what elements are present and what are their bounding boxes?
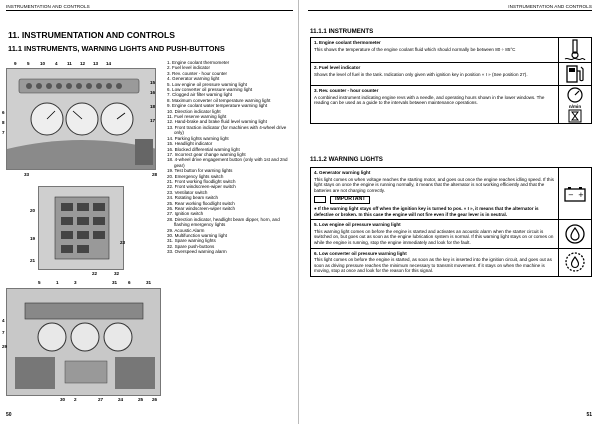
legend-list bbox=[167, 60, 295, 255]
callout-16: 16 bbox=[150, 90, 156, 95]
converter-oil-icon bbox=[564, 251, 586, 273]
important-bullet: If the warning light stays off when the ignition key is turned to pos. « I », it means that the alternator is defective or broken. In this case the engine will not fire even if the gear lever is in neutral. bbox=[314, 205, 539, 217]
instrument-row bbox=[311, 86, 591, 123]
warning-text: This warning light comes on before the engine is started and activates an acoustic alarm when the starter circuit is switched on, but goes out as soon as the engine lubrication system is normal. If this warning light stays on or comes on while the engine is running, stop the engine immediately and look for the fault. bbox=[314, 228, 554, 245]
legend-item: 13. Front traction indicator (for machines with 4-wheel drive only) bbox=[167, 124, 287, 136]
callout-17: 17 bbox=[150, 118, 156, 123]
callout-23: 23 bbox=[120, 240, 126, 245]
warning-lights-table bbox=[310, 167, 592, 277]
warning-row bbox=[311, 249, 591, 276]
legend-item: 6. Low converter oil pressure warning light bbox=[167, 87, 253, 93]
running-header: INSTRUMENTATION AND CONTROLS bbox=[6, 4, 90, 9]
instrument-title: 3. Rev. counter - hour counter bbox=[314, 88, 379, 93]
page-number: 51 bbox=[586, 412, 592, 418]
warning-row bbox=[311, 220, 591, 248]
legend-item: 30. Multifunction warning light bbox=[167, 233, 227, 238]
callout-6b: 6 bbox=[128, 280, 131, 285]
callout-15: 15 bbox=[150, 80, 156, 85]
callout-3: 3 bbox=[74, 280, 77, 285]
legend-item: 3. Rev. counter - hour counter bbox=[167, 70, 228, 76]
legend-item: 28. Direction indicator, headlight beam dipper, horn, and flashing emergency lights bbox=[167, 216, 280, 228]
callout-28: 28 bbox=[152, 172, 158, 177]
callout-27: 27 bbox=[98, 397, 104, 402]
callout-5b: 5 bbox=[38, 280, 41, 285]
callout-11: 11 bbox=[67, 61, 72, 66]
rpm-label: n/min bbox=[568, 104, 582, 109]
legend-item: 12. Hand-brake and brake fluid level warning light bbox=[167, 119, 267, 125]
switch-panel-illustration bbox=[38, 186, 124, 270]
dashboard-illustration bbox=[6, 68, 156, 170]
legend-item: 25. Rear working floodlight switch bbox=[167, 200, 235, 206]
warning-text: This light comes on before the engine is started, as soon as the key is inserted into the ignition circuit, and goes out as soon as driving pressure reaches the minimum necessary to transmit movement. If it stays on when the machine is moving, stop at once and look for the reason for this signal. bbox=[314, 257, 552, 274]
legend-item: 7. Clogged air filter warning light bbox=[167, 92, 232, 98]
legend-item: 17. Incorrect gear change warning light bbox=[167, 151, 246, 157]
header-rule bbox=[308, 10, 592, 11]
warning-title: 4. Generator warning light bbox=[314, 170, 371, 175]
callout-1: 1 bbox=[56, 280, 59, 285]
callout-29: 29 bbox=[2, 344, 8, 349]
switch-panel-drawing bbox=[39, 187, 124, 270]
legend-item: 10. Direction indicator light bbox=[167, 108, 221, 114]
legend-item: 23. Ventilator switch bbox=[167, 189, 208, 195]
callout-22: 22 bbox=[92, 271, 98, 276]
legend-item: 19. Test button for warning lights bbox=[167, 168, 233, 174]
warning-title: 6. Low converter oil pressure warning light bbox=[314, 250, 407, 256]
instrument-text: A combined instrument indicating engine revs with a needle, and operating hours shown in the lower windows. The reading can be used as a guide to the intervals between maintenance operations. bbox=[314, 94, 545, 106]
instrument-text: This shows the temperature of the engine coolant fluid which should normally be between 80 ÷ 85°C bbox=[314, 46, 516, 52]
callout-26: 26 bbox=[152, 397, 158, 402]
callout-30: 30 bbox=[60, 397, 66, 402]
legend-item: 33. Overspeed warning alarm bbox=[167, 249, 227, 255]
instruments-table bbox=[310, 37, 592, 124]
chapter-title: 11. INSTRUMENTATION AND CONTROLS bbox=[8, 30, 175, 40]
book-icon bbox=[314, 196, 326, 203]
callout-9: 9 bbox=[14, 61, 17, 66]
legend-item: 20. Emergency lights switch bbox=[167, 173, 224, 179]
callout-8: 8 bbox=[2, 120, 5, 125]
callout-32: 32 bbox=[114, 271, 120, 276]
instrument-row bbox=[311, 63, 591, 86]
svg-text:−: − bbox=[568, 190, 574, 199]
legend-item: 22. Front windscreen-wiper switch bbox=[167, 184, 236, 190]
callout-4b: 4 bbox=[2, 318, 5, 323]
callout-7b: 7 bbox=[2, 330, 5, 335]
callout-18: 18 bbox=[150, 104, 156, 109]
legend-item: 15. Headlight indicator bbox=[167, 141, 213, 147]
important-label: IMPORTANT bbox=[330, 196, 370, 204]
dashboard-drawing bbox=[7, 69, 156, 170]
callout-2: 2 bbox=[74, 397, 77, 402]
callout-13: 13 bbox=[93, 61, 99, 66]
callout-31b: 31 bbox=[146, 280, 152, 285]
section-title: 11.1 INSTRUMENTS, WARNING LIGHTS AND PUSH-BUTTONS bbox=[8, 44, 225, 53]
instrument-title: 1. Engine coolant thermometer bbox=[314, 40, 381, 45]
callout-31a: 31 bbox=[112, 280, 118, 285]
section-warning-lights-title: 11.1.2 WARNING LIGHTS bbox=[310, 156, 383, 163]
legend-item: 18. 4-wheel drive engagement button (only with 1st and 2nd gear) bbox=[167, 157, 288, 168]
callout-19: 19 bbox=[30, 236, 36, 241]
svg-text:+: + bbox=[578, 190, 584, 199]
callout-7: 7 bbox=[2, 130, 5, 135]
callout-25: 25 bbox=[138, 397, 144, 402]
callout-21: 21 bbox=[30, 258, 36, 263]
full-dashboard-drawing bbox=[7, 289, 161, 396]
legend-item: 4. Generator warning light bbox=[167, 76, 220, 82]
callout-12: 12 bbox=[80, 61, 86, 66]
legend-item: 29. Acoustic Alarm bbox=[167, 227, 205, 233]
header-rule bbox=[6, 10, 293, 11]
legend-item: 11. Fuel reserve warning light bbox=[167, 114, 227, 120]
legend-item: 32. Spare push-buttons bbox=[167, 243, 215, 249]
fuel-pump-icon bbox=[564, 63, 586, 85]
legend-item: 1. Engine coolant thermometer bbox=[167, 60, 230, 65]
oil-pressure-icon bbox=[564, 223, 586, 245]
legend-item: 26. Rear windscreen-wiper switch bbox=[167, 205, 235, 211]
callout-6: 6 bbox=[2, 110, 5, 115]
hourglass-icon bbox=[568, 109, 582, 123]
callout-10: 10 bbox=[40, 61, 46, 66]
callout-5: 5 bbox=[27, 61, 30, 66]
instrument-title: 2. Fuel level indicator bbox=[314, 65, 361, 70]
section-instruments-title: 11.1.1 INSTRUMENTS bbox=[310, 28, 374, 35]
callout-24: 24 bbox=[118, 397, 124, 402]
thermometer-icon bbox=[563, 38, 587, 62]
instrument-row bbox=[311, 38, 591, 63]
legend-item: 9. Engine coolant water temperature warning light bbox=[167, 103, 268, 109]
instrument-text: Shows the level of fuel in the tank. Indication only given with ignition key in position « I » (See position 27). bbox=[314, 71, 528, 77]
legend-item: 5. Low engine oil pressure warning light bbox=[167, 81, 247, 87]
callout-14: 14 bbox=[106, 61, 112, 66]
battery-icon bbox=[564, 186, 586, 202]
legend-item: 27. Ignition switch bbox=[167, 211, 204, 217]
warning-row: 4. Generator warning light This light comes on when voltage reaches the starting motor, and goes out once the engine reaches idling speed. If this light stays on once the engine is running normally, it means that the alternator is not working efficiently and that the batteries are not charging correctly. IMPORTANT ● If the warning light stays off when the ignition key is turned to pos. « I », it means that the alternator is defective or broken. In this case the engine will not fire even if the gear lever is in neutral. − + bbox=[311, 168, 591, 220]
callout-4: 4 bbox=[55, 61, 58, 66]
legend-item: 21. Front working floodlight switch bbox=[167, 178, 236, 184]
page-number: 50 bbox=[6, 412, 12, 418]
right-page bbox=[300, 0, 600, 424]
legend-item: 24. Rotating beam switch bbox=[167, 195, 219, 201]
running-header: INSTRUMENTATION AND CONTROLS bbox=[508, 4, 592, 9]
warning-title: 5. Low engine oil pressure warning light bbox=[314, 222, 401, 228]
legend-item: 8. Maximum converter oil temperature warning light bbox=[167, 97, 271, 103]
rev-counter-icon bbox=[566, 86, 584, 104]
callout-33: 33 bbox=[24, 172, 30, 177]
legend-item: 2. Fuel level indicator bbox=[167, 65, 210, 71]
callout-20: 20 bbox=[30, 208, 36, 213]
legend-item: 31. Spare warning lights bbox=[167, 238, 216, 244]
legend-item: 16. Blocked differential warning light bbox=[167, 146, 240, 152]
left-page bbox=[0, 0, 299, 424]
full-dashboard-illustration bbox=[6, 288, 161, 396]
warning-text: This light comes on when voltage reaches the starting motor, and goes out once the engine reaches idling speed. If this light stays on once the engine is running normally, it means that the alternator is not working efficiently and that the batteries are not charging correctly. bbox=[314, 176, 554, 193]
legend-item: 14. Parking lights warning light bbox=[167, 135, 229, 141]
